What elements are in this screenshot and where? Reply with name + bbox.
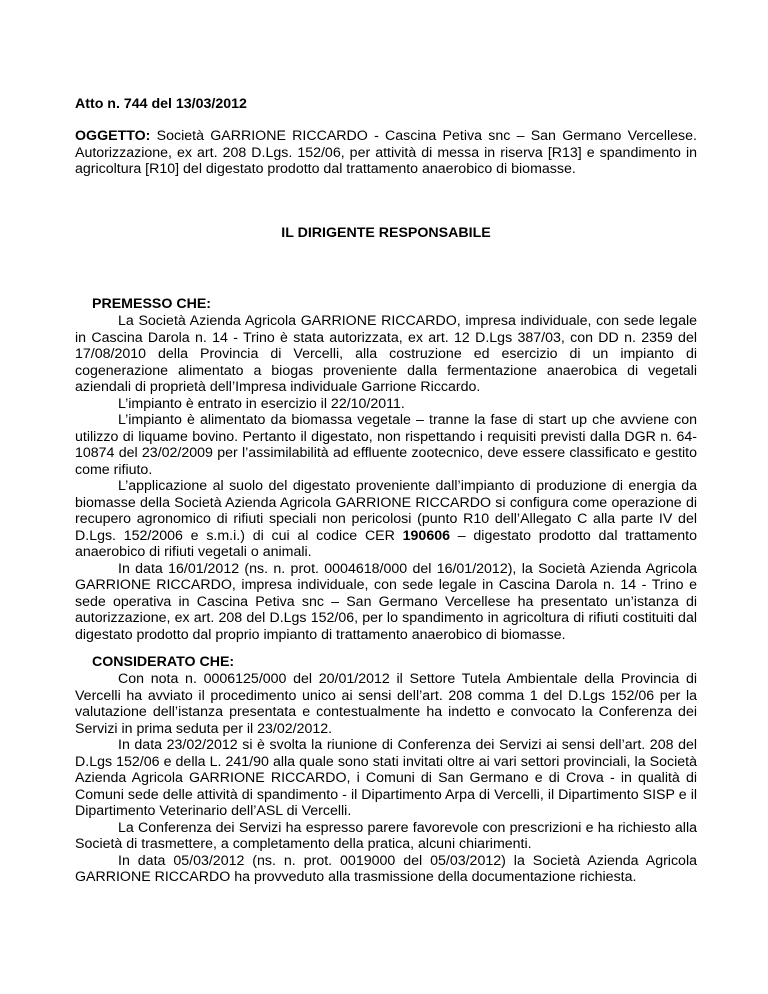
considerato-section bbox=[75, 671, 697, 886]
premesso-paragraph-5: In data 16/01/2012 (ns. n. prot. 0004618/000 del 16/01/2012), la Società Azienda Agricola GARRIONE RICCARDO, impresa individuale, con sede legale in Cascina Darola n. 14 - Trino e sede operativa in Cascina Petiva snc – San Germano Vercellese ha presentato un’istanza di autorizzazione, ex art. 208 del D.Lgs 152/06, per lo spandimento in agricoltura di rifiuti costituiti dal digestato prodotto dal proprio impianto di trattamento anaerobico di biomasse. bbox=[75, 560, 697, 643]
premesso-title: PREMESSO CHE: bbox=[92, 296, 212, 312]
premesso-paragraph-4 bbox=[75, 478, 697, 561]
premesso-paragraph-4-text: L’applicazione al suolo del digestato proveniente dall’impianto di produzione di energia da biomasse della Società Azienda Agricola GARRIONE RICCARDO si configura come operazione di recupero agronomico di rifiuti speciali non pericolosi (punto R10 dell’Allegato C alla parte IV del D.Lgs. 152/2006 e s.m.i.) di cui al codice CER bbox=[75, 478, 697, 544]
subject-text: Società GARRIONE RICCARDO - Cascina Petiva snc – San Germano Vercellese. Autorizzazione, ex art. 208 D.Lgs. 152/06, per attività di messa in riserva [R13] e spandimento in agricoltura [R10] del digestato prodotto dal trattamento anaerobico di biomasse. bbox=[75, 128, 697, 177]
premesso-paragraph-2: L’impianto è entrato in esercizio il 22/10/2011. bbox=[118, 395, 405, 412]
considerato-paragraph-4: In data 05/03/2012 (ns. n. prot. 0019000 del 05/03/2012) la Società Azienda Agricola GARRIONE RICCARDO ha provveduto alla trasmissione della documentazione richiesta. bbox=[75, 852, 697, 885]
considerato-title: CONSIDERATO CHE: bbox=[92, 654, 235, 670]
premesso-paragraph-1: La Società Azienda Agricola GARRIONE RICCARDO, impresa individuale, con sede legale in Cascina Darola n. 14 - Trino è stata autorizzata, ex art. 12 D.Lgs 387/03, con DD n. 2359 del 17/08/2010 della Provincia di Vercelli, alla costruzione ed esercizio di un impianto di cogenerazione alimentato a biogas proveniente dalla fermentazione anaerobica di vegetali aziendali di proprietà dell’Impresa individuale Garrione Riccardo. bbox=[75, 313, 697, 395]
considerato-paragraph-2: In data 23/02/2012 si è svolta la riunione di Conferenza dei Servizi ai sensi dell’art. 208 del D.Lgs 152/06 e della L. 241/90 alla quale sono stati invitati oltre ai vari settori provinciali, la Società Azienda Agricola GARRIONE RICCARDO, i Comuni di San Germano e di Crova - in qualità di Comuni sede delle attività di spandimento - il Dipartimento Arpa di Vercelli, il Dipartimento SISP e il Dipartimento Veterinario dell’ASL di Vercelli. bbox=[75, 737, 697, 819]
considerato-paragraph-1: Con nota n. 0006125/000 del 20/01/2012 il Settore Tutela Ambientale della Provincia di Vercelli ha avviato il procedimento unico ai sensi dell’art. 208 comma 1 del D.Lgs 152/06 per la valutazione dell’istanza presentata e contestualmente ha indetto e convocato la Conferenza dei Servizi in prima seduta per il 23/02/2012. bbox=[75, 671, 697, 737]
premesso-section bbox=[75, 313, 697, 643]
premesso-paragraph-4-tail: – digestato prodotto dal trattamento anaerobico di rifiuti vegetali o animali. bbox=[75, 527, 697, 560]
section-heading: IL DIRIGENTE RESPONSABILE bbox=[281, 225, 491, 241]
subject-block bbox=[75, 128, 697, 178]
cer-code: 190606 bbox=[402, 527, 450, 544]
considerato-paragraph-3: La Conferenza dei Servizi ha espresso parere favorevole con prescrizioni e ha richiesto alla Società di trasmettere, a completamento della pratica, alcuni chiarimenti. bbox=[75, 819, 697, 852]
subject-label: OGGETTO: bbox=[75, 128, 151, 144]
act-number: Atto n. 744 del 13/03/2012 bbox=[75, 96, 247, 112]
premesso-paragraph-3: L’impianto è alimentato da biomassa vegetale – tranne la fase di start up che avviene con utilizzo di liquame bovino. Pertanto il digestato, non rispettando i requisiti previsti dalla DGR n. 64-10874 del 23/02/2009 per l’assimilabilità ad effluente zootecnico, deve essere classificato e gestito come rifiuto. bbox=[75, 412, 697, 478]
